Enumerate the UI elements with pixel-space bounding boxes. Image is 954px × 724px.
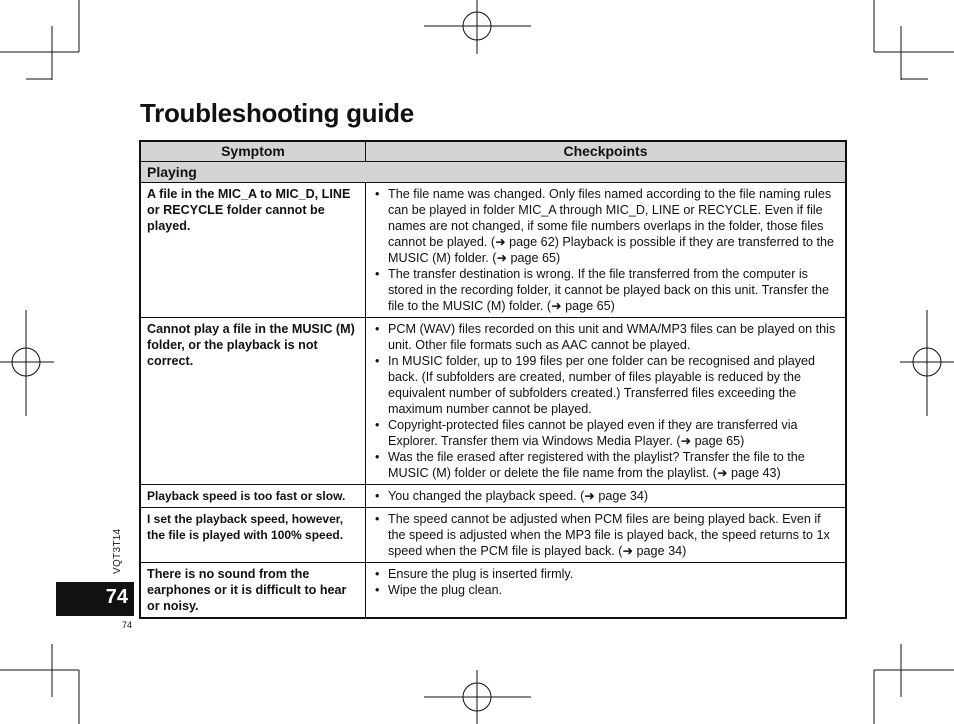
checkpoints-cell	[366, 508, 847, 563]
symptom-column-header: Symptom	[140, 141, 366, 162]
checkpoint-item: • You changed the playback speed. (➜ page 34)	[374, 488, 839, 504]
checkpoint-list	[374, 186, 839, 314]
checkpoint-item: • Copyright-protected files cannot be played even if they are transferred via Explorer. Transfer them via Windows Media Player. (➜ page 65)	[374, 417, 839, 449]
checkpoint-item: • PCM (WAV) files recorded on this unit and WMA/MP3 files can be played on this unit. Other file formats such as AAC cannot be played.	[374, 321, 839, 353]
table-row	[140, 563, 846, 619]
checkpoints-column-header: Checkpoints	[366, 141, 847, 162]
symptom-cell: I set the playback speed, however, the file is played with 100% speed.	[140, 508, 366, 563]
checkpoints-cell	[366, 318, 847, 485]
checkpoint-item: • In MUSIC folder, up to 199 files per one folder can be recognised and played back. (If subfolders are created, number of files playable is reduced by the equivalent number of subfolders created.) Transferred files exceeding the maximum number cannot be played.	[374, 353, 839, 417]
checkpoint-list	[374, 488, 839, 504]
model-code: VQT3T14	[112, 528, 123, 574]
checkpoint-item: • Was the file erased after registered with the playlist? Transfer the file to the MUSIC (M) folder or delete the file name from the playlist. (➜ page 43)	[374, 449, 839, 481]
checkpoint-item: • The transfer destination is wrong. If the file transferred from the computer is stored in the recording folder, it cannot be played back on this unit. Transfer the file to the MUSIC (M) folder. (➜ page 65)	[374, 266, 839, 314]
checkpoint-item: • The file name was changed. Only files named according to the file naming rules can be played in folder MIC_A through MIC_D, LINE or RECYCLE. Even if file names are not changed, if some file numbers overlaps in the folder, those files cannot be played. (➜ page 62) Playback is possible if they are transferred to the MUSIC (M) folder. (➜ page 65)	[374, 186, 839, 266]
checkpoint-item: • Ensure the plug is inserted firmly.	[374, 566, 839, 582]
symptom-cell: A file in the MIC_A to MIC_D, LINE or RECYCLE folder cannot be played.	[140, 183, 366, 318]
table-row	[140, 508, 846, 563]
page-number: 74	[105, 586, 128, 608]
checkpoint-item: • Wipe the plug clean.	[374, 582, 839, 598]
checkpoint-list	[374, 566, 839, 598]
table-row	[140, 183, 846, 318]
symptom-cell: Playback speed is too fast or slow.	[140, 485, 366, 508]
checkpoint-item: • The speed cannot be adjusted when PCM files are being played back. Even if the speed is adjusted when the MP3 file is played back, the speed returns to 1x speed when the PCM file is played back. (➜ page 34)	[374, 511, 839, 559]
section-row	[140, 162, 846, 183]
table-header-row	[140, 141, 846, 162]
symptom-cell: There is no sound from the earphones or it is difficult to hear or noisy.	[140, 563, 366, 619]
troubleshooting-table	[139, 140, 847, 619]
checkpoints-cell	[366, 485, 847, 508]
section-heading-playing: Playing	[140, 162, 846, 183]
table-row	[140, 318, 846, 485]
table-row	[140, 485, 846, 508]
checkpoint-list	[374, 511, 839, 559]
checkpoints-cell	[366, 563, 847, 619]
checkpoints-cell	[366, 183, 847, 318]
page-number-tab	[56, 582, 134, 616]
page-number-small: 74	[122, 620, 133, 630]
checkpoint-list	[374, 321, 839, 481]
symptom-cell: Cannot play a file in the MUSIC (M) folder, or the playback is not correct.	[140, 318, 366, 485]
page-title: Troubleshooting guide	[140, 98, 414, 128]
